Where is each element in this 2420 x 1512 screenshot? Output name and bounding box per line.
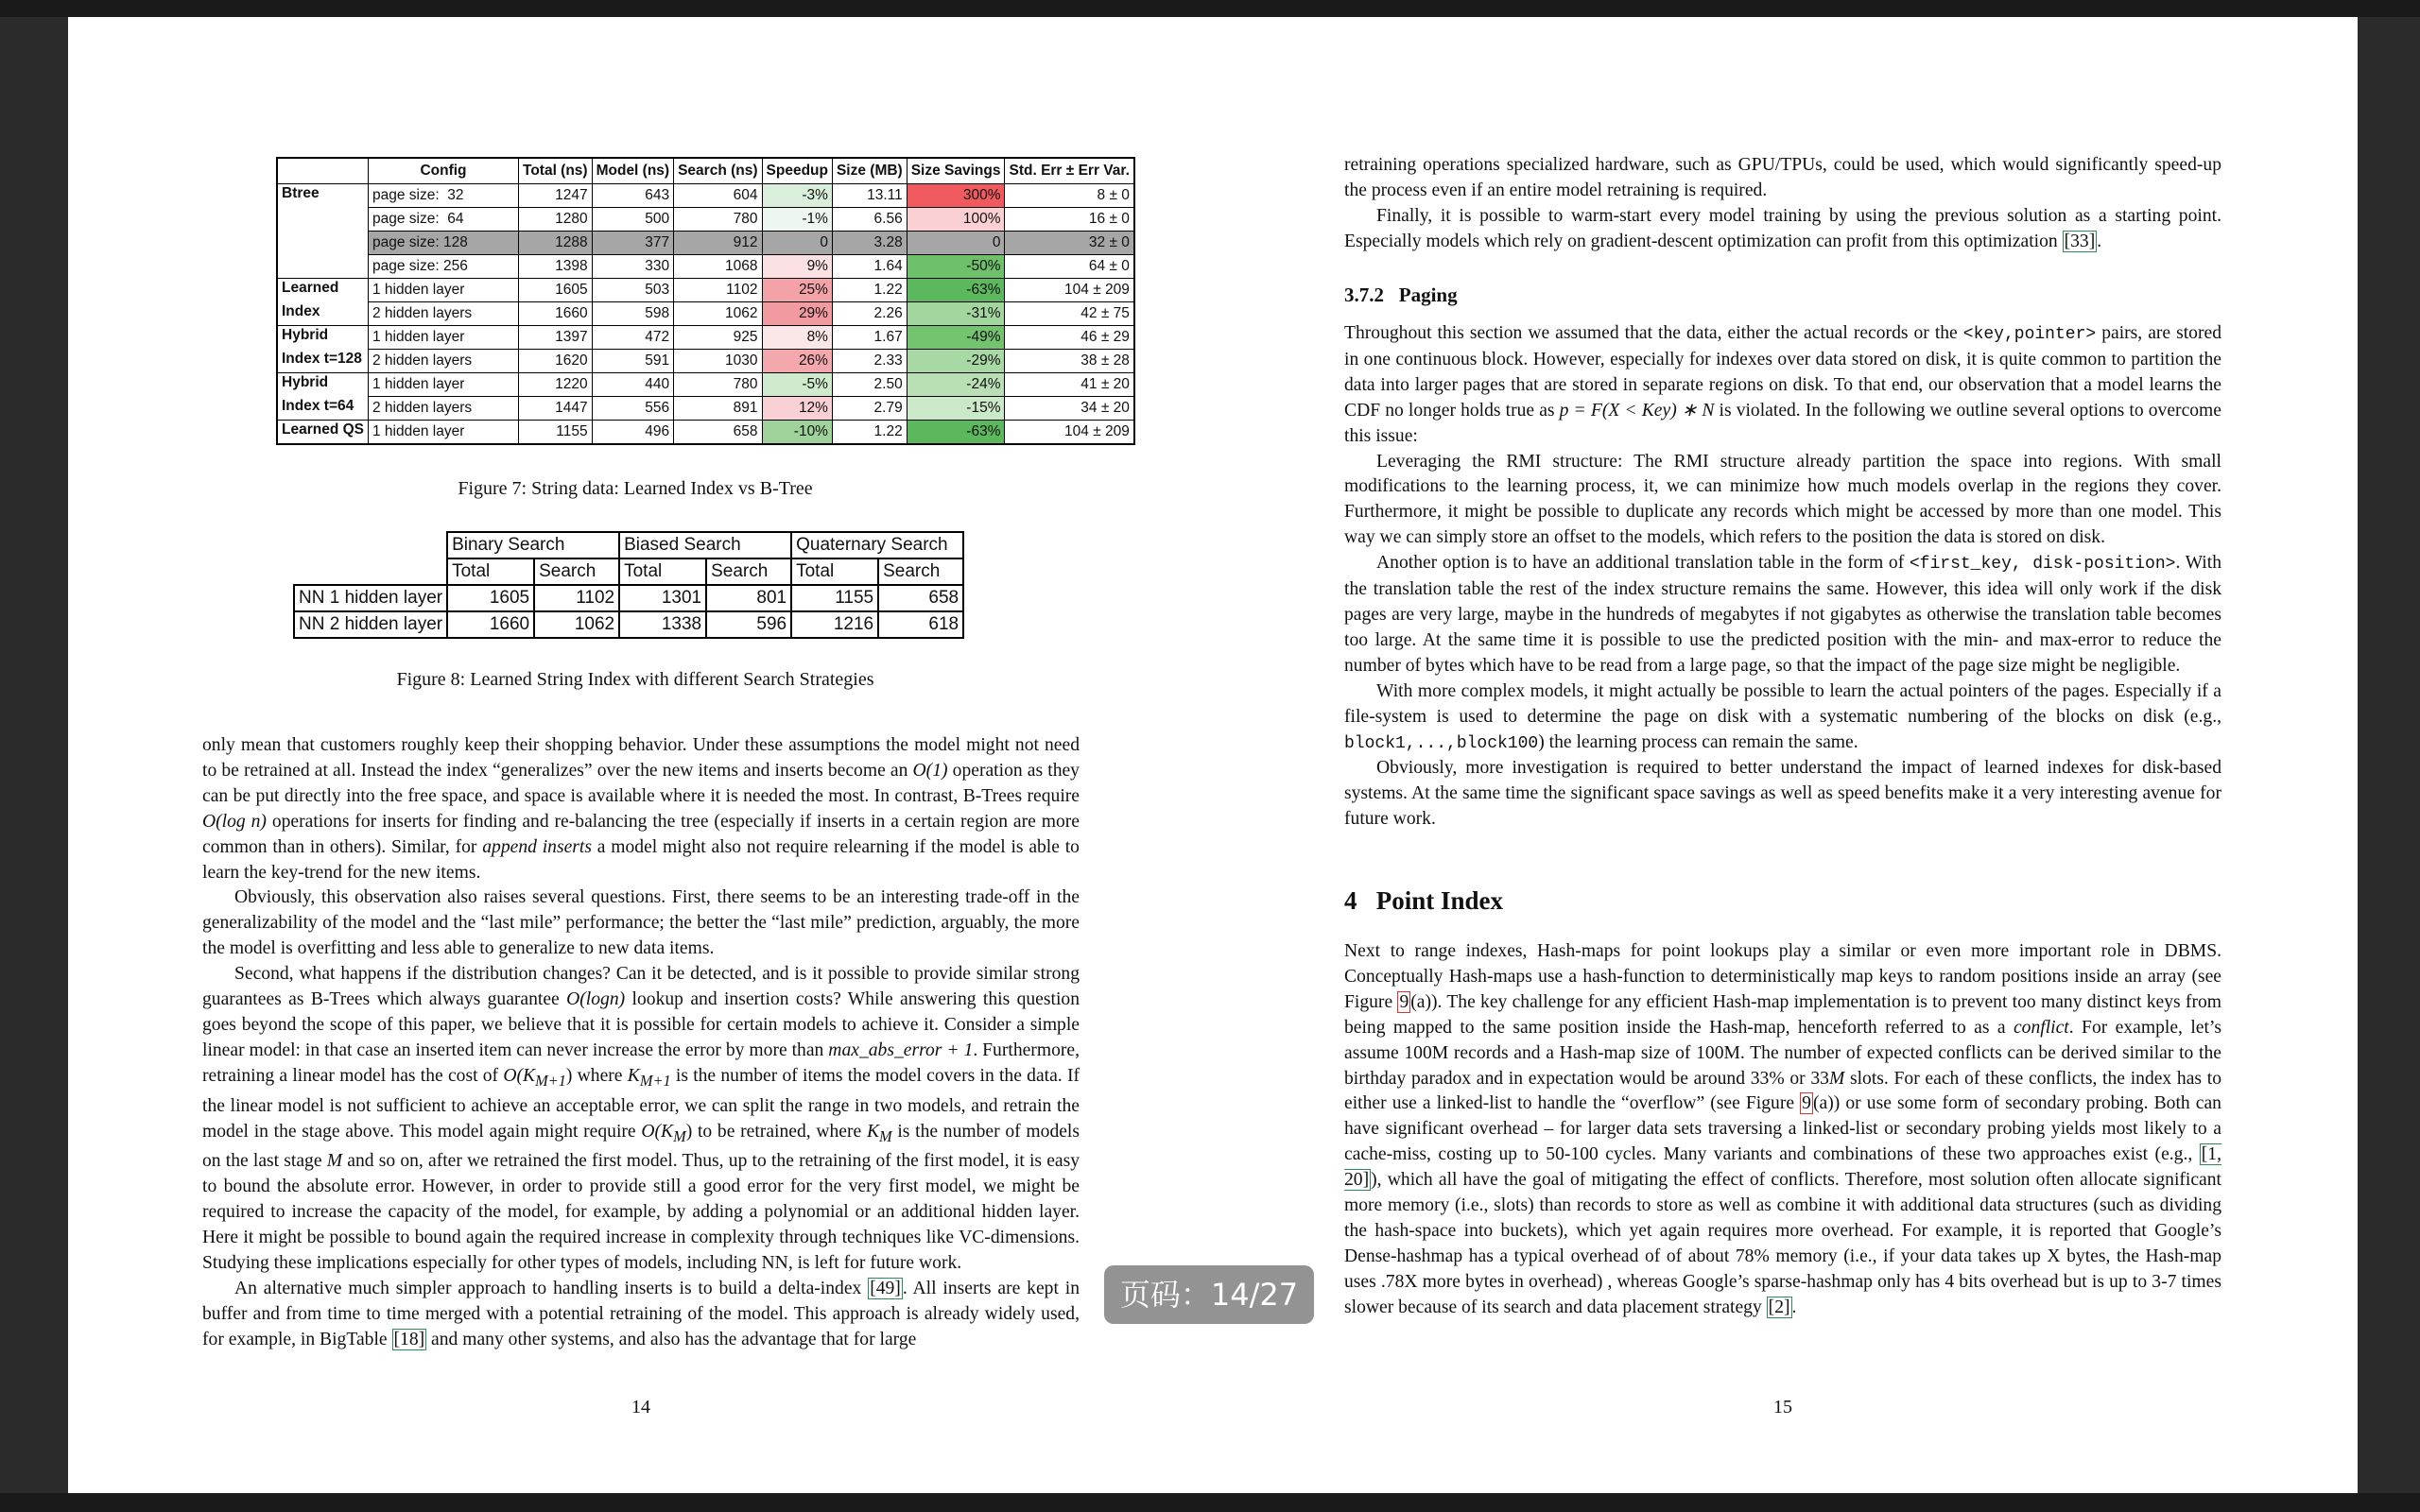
cell-search: 1062 (674, 302, 762, 326)
section-heading-3-7-2: 3.7.2 Paging (1344, 284, 1458, 306)
citation-link[interactable]: [49] (870, 1278, 901, 1298)
table-row (277, 421, 1134, 445)
page-number: 14 (631, 1397, 650, 1418)
cell-err: 104 ± 209 (1005, 421, 1134, 445)
table-cell: 801 (706, 585, 791, 611)
cell-size: 2.33 (832, 350, 907, 373)
cell-search: 1102 (674, 279, 762, 302)
table-row (277, 255, 1134, 279)
cell-model: 598 (592, 302, 674, 326)
cell-speedup: 26% (762, 350, 832, 373)
cell-size: 1.67 (832, 326, 907, 350)
table-cell: 1216 (791, 611, 878, 638)
cell-total: 1620 (519, 350, 593, 373)
cell-err: 42 ± 75 (1005, 302, 1134, 326)
cell-size: 3.28 (832, 232, 907, 255)
table-row (277, 373, 1134, 397)
document-page-15 (1212, 17, 2358, 1493)
paragraph: With more complex models, it might actually be possible to learn the actual pointers of the pages. Especially if a file-system is used to determine the page on disk with a systematic numbering of the blocks on disk (e.g., block1,...,block100) the learning process can remain the same. (1344, 680, 2221, 753)
cell-size: 6.56 (832, 208, 907, 232)
cell-savings: -15% (907, 397, 1005, 421)
cell-total: 1605 (519, 279, 593, 302)
config-cell: 1 hidden layer (369, 279, 519, 302)
row-group-label: Hybrid (277, 326, 369, 350)
cell-speedup: 0 (762, 232, 832, 255)
left-body-text (202, 733, 1080, 1353)
right-body-text-top (1344, 153, 2221, 255)
figure-link[interactable]: 9 (1399, 991, 1409, 1012)
cell-model: 330 (592, 255, 674, 279)
cell-err: 34 ± 20 (1005, 397, 1134, 421)
table-row (277, 302, 1134, 326)
table-cell: 1155 (791, 585, 878, 611)
table-row (277, 232, 1134, 255)
column-header: Total (ns) (519, 158, 593, 184)
cell-search: 780 (674, 208, 762, 232)
config-cell: 2 hidden layers (369, 350, 519, 373)
cell-search: 780 (674, 373, 762, 397)
cell-savings: -31% (907, 302, 1005, 326)
row-group-label: Index t=64 (277, 397, 369, 421)
cell-speedup: 9% (762, 255, 832, 279)
page-number: 15 (1773, 1397, 1792, 1418)
figure-link[interactable]: 9 (1802, 1093, 1811, 1114)
cell-err: 16 ± 0 (1005, 208, 1134, 232)
empty-cell (294, 532, 447, 558)
row-group-label (277, 232, 369, 255)
cell-total: 1280 (519, 208, 593, 232)
viewer-top-bar (0, 0, 2420, 17)
cell-search: 912 (674, 232, 762, 255)
config-cell: 1 hidden layer (369, 421, 519, 445)
paragraph: Next to range indexes, Hash-maps for point lookups play a similar or even more important role in DBMS. Conceptually Hash-maps use a hash-function to deterministically map keys to random positions inside an array (see Figure 9 (a)). The key challenge for any efficient Hash-map implementation is to prevent too many distinct keys from being mapped to the same position inside the Hash-map, henceforth referred to as a conflict. For example, let’s assume 100M records and a Hash-map size of 100M. The number of expected conflicts can be derived similar to the birthday paradox and in expectation would be around 33% or 33M slots. For each of these conflicts, the index has to either use a linked-list to handle the “overflow” (see Figure 9 (a)) or use some form of secondary probing. Both can have significant overhead – for larger data sets traversing a linked-list or secondary probing yields most likely to a cache-miss, costing up to 50-100 cycles. Many variants and combinations of these two approaches exist (e.g., [1, 20] ), which all have the goal of mitigating the effect of conflicts. Therefore, most solution often allocate significant more memory (i.e., slots) than records to store as well as combine it with additional data structures (such as dividing the hash-space into buckets), which yet again requires more overhead. For example, it is reported that Google’s Dense-hashmap has a typical overhead of of about 78% memory (i.e., if your data takes up X bytes, the Hash-map uses .78X more bytes in overhead) , whereas Google’s sparse-hashmap only has 4 bits overhead but is up to 3-7 times slower because of its search and data placement strategy [2] . (1344, 941, 2222, 1317)
column-header: Std. Err ± Err Var. (1005, 158, 1134, 184)
config-cell: 1 hidden layer (369, 373, 519, 397)
table-header-row (294, 532, 963, 558)
paragraph: Second, what happens if the distribution changes? Can it be detected, and is it possible to provide similar strong guarantees as B-Trees which always guarantee O(logn) lookup and insertion costs? While answering this question goes beyond the scope of this paper, we believe that it is possible for certain models to achieve it. Consider a simple linear model: in that case an inserted item can never increase the error by more than max_abs_error + 1. Furthermore, retraining a linear model has the cost of $O(K_{M+1})$ where $K_{M+1}$ is the number of items the model covers in the data. If the linear model is not sufficient to achieve an acceptable error, we can split the range in two models, and retrain the model in the stage above. This model again might require $O(K_M)$ to be retrained, where $K_M$ is the number of models on the last stage M and so on, after we retrained the first model. Thus, up to the retraining of the first model, it is easy to bound the absolute error. However, in order to provide still a good error for the very first model, we might be required to increase the capacity of the model, for example, by adding a polynomial or an additional hidden layer. Here it might be possible to bound again the required increase in complexity through techniques like VC-dimensions. Studying these implications especially for other types of models, including NN, is left for future work. (202, 964, 1080, 1273)
table-cell: 1062 (534, 611, 619, 638)
cell-search: 658 (674, 421, 762, 445)
column-header: Search (ns) (674, 158, 762, 184)
column-header: Speedup (762, 158, 832, 184)
column-header: Size (MB) (832, 158, 907, 184)
cell-savings: 0 (907, 232, 1005, 255)
cell-model: 472 (592, 326, 674, 350)
cell-speedup: -3% (762, 184, 832, 208)
cell-savings: 300% (907, 184, 1005, 208)
cell-size: 1.22 (832, 421, 907, 445)
config-cell: 2 hidden layers (369, 302, 519, 326)
cell-speedup: -1% (762, 208, 832, 232)
cell-size: 13.11 (832, 184, 907, 208)
row-group-label: Index (277, 302, 369, 326)
cell-savings: -49% (907, 326, 1005, 350)
cell-total: 1397 (519, 326, 593, 350)
cell-model: 591 (592, 350, 674, 373)
paragraph: Obviously, this observation also raises several questions. First, there seems to be an interesting trade-off in the generalizability of the model and the “last mile” performance; the better the “last mile” prediction, arguably, the more the model is overfitting and less able to generalize to new data items. (202, 887, 1080, 959)
config-cell: page size: 32 (369, 184, 519, 208)
paragraph: only mean that customers roughly keep their shopping behavior. Under these assumptions the model might not need to be retrained at all. Instead the index “generalizes” over the new items and inserts become an O(1) operation as they can be put directly into the free space, and space is available where it is needed the most. In contrast, B-Trees require O(log n) operations for inserts for finding and re-balancing the tree (especially if inserts in a certain region are more common than in others). Similar, for append inserts a model might also not require relearning if the model is able to learn the key-trend for the new items. (202, 735, 1080, 883)
row-label: NN 2 hidden layer (294, 611, 447, 638)
cell-size: 1.64 (832, 255, 907, 279)
row-group-label: Btree (277, 184, 369, 208)
table-subheader-row (294, 558, 963, 585)
cell-savings: -29% (907, 350, 1005, 373)
paragraph: Throughout this section we assumed that the data, either the actual records or the <key,pointer> pairs, are stored in one continuous block. However, especially for indexes over data stored on disk, it is quite common to partition the data into larger pages that are stored in separate regions on disk. To that end, our observation that a model learns the CDF no longer holds true as p = F(X < Key) ∗ N is violated. In the following we outline several options to overcome this issue: (1344, 323, 2221, 446)
column-header: Size Savings (907, 158, 1005, 184)
right-body-text-paging (1344, 321, 2221, 833)
row-label: NN 1 hidden layer (294, 585, 447, 611)
table-cell: 1301 (619, 585, 706, 611)
table-cell: 1605 (447, 585, 534, 611)
cell-model: 500 (592, 208, 674, 232)
cell-speedup: -10% (762, 421, 832, 445)
column-header: Total (447, 558, 534, 585)
table-cell: 658 (878, 585, 963, 611)
cell-model: 556 (592, 397, 674, 421)
group-header: Binary Search (447, 532, 619, 558)
right-body-text-point-index (1344, 939, 2221, 1321)
group-header: Biased Search (619, 532, 791, 558)
column-header: Search (534, 558, 619, 585)
cell-err: 38 ± 28 (1005, 350, 1134, 373)
table-cell: 1660 (447, 611, 534, 638)
cell-total: 1155 (519, 421, 593, 445)
cell-model: 643 (592, 184, 674, 208)
row-group-label: Learned (277, 279, 369, 302)
cell-search: 1030 (674, 350, 762, 373)
config-cell: 1 hidden layer (369, 326, 519, 350)
table-row (277, 208, 1134, 232)
table-cell: 596 (706, 611, 791, 638)
paragraph: retraining operations specialized hardware, such as GPU/TPUs, could be used, which would significantly speed-up the process even if an entire model retraining is required. (1344, 155, 2221, 200)
column-header: Search (878, 558, 963, 585)
table-cell: 618 (878, 611, 963, 638)
table-row (294, 611, 963, 638)
cell-search: 891 (674, 397, 762, 421)
section-heading-4: 4 Point Index (1344, 886, 1504, 915)
cell-model: 503 (592, 279, 674, 302)
paragraph: Leveraging the RMI structure: The RMI structure already partition the space into regions. With small modifications to the learning process, it, we can minimize how much models overlap in the regions they cover. Furthermore, it might be possible to duplicate any records which might be accessed by more than one model. This way we can simply store an offset to the models, which refers to the position the data is stored on disk. (1344, 451, 2221, 548)
config-cell: page size: 64 (369, 208, 519, 232)
row-group-label (277, 255, 369, 279)
figure-7-table (276, 157, 1135, 445)
figure-7-caption: Figure 7: String data: Learned Index vs B-Tree (458, 478, 813, 499)
cell-search: 925 (674, 326, 762, 350)
cell-size: 2.26 (832, 302, 907, 326)
document-page-14 (68, 17, 1212, 1493)
cell-total: 1288 (519, 232, 593, 255)
figure-8-caption: Figure 8: Learned String Index with different Search Strategies (396, 669, 874, 690)
cell-total: 1447 (519, 397, 593, 421)
row-group-label: Learned QS (277, 421, 369, 445)
table-row (294, 585, 963, 611)
row-group-label: Index t=128 (277, 350, 369, 373)
cell-err: 46 ± 29 (1005, 326, 1134, 350)
cell-size: 1.22 (832, 279, 907, 302)
cell-savings: 100% (907, 208, 1005, 232)
cell-total: 1220 (519, 373, 593, 397)
column-header: Config (369, 158, 519, 184)
citation-link[interactable]: [18] (393, 1329, 425, 1349)
cell-speedup: -5% (762, 373, 832, 397)
cell-speedup: 25% (762, 279, 832, 302)
cell-model: 377 (592, 232, 674, 255)
cell-savings: -24% (907, 373, 1005, 397)
cell-err: 41 ± 20 (1005, 373, 1134, 397)
cell-err: 8 ± 0 (1005, 184, 1134, 208)
table-row (277, 397, 1134, 421)
paragraph: An alternative much simpler approach to handling inserts is to build a delta-index [49] . All inserts are kept in buffer and from time to time merged with a potential retraining of the model. This approach is already widely used, for example, in BigTable [18] and many other systems, and also has the advantage that for large (202, 1278, 1080, 1349)
column-header (277, 158, 369, 184)
table-row (277, 279, 1134, 302)
table-row (277, 326, 1134, 350)
cell-total: 1247 (519, 184, 593, 208)
cell-model: 496 (592, 421, 674, 445)
viewer-bottom-bar (0, 1493, 2420, 1512)
paragraph: Obviously, more investigation is required to better understand the impact of learned indexes for disk-based systems. At the same time the significant space savings as well as speed benefits make it a very interesting avenue for future work. (1344, 758, 2221, 830)
figure-8-table (293, 531, 964, 639)
cell-err: 64 ± 0 (1005, 255, 1134, 279)
config-cell: 2 hidden layers (369, 397, 519, 421)
cell-savings: -50% (907, 255, 1005, 279)
cell-size: 2.50 (832, 373, 907, 397)
cell-savings: -63% (907, 279, 1005, 302)
table-cell: 1102 (534, 585, 619, 611)
cell-err: 32 ± 0 (1005, 232, 1134, 255)
group-header: Quaternary Search (791, 532, 963, 558)
citation-link[interactable]: [33] (2064, 231, 2096, 251)
cell-speedup: 12% (762, 397, 832, 421)
cell-speedup: 29% (762, 302, 832, 326)
table-header-row (277, 158, 1134, 184)
row-group-label: Hybrid (277, 373, 369, 397)
page-indicator-badge: 页码：14/27 (1104, 1265, 1314, 1324)
citation-link[interactable]: [2] (1768, 1297, 1790, 1317)
paragraph: Another option is to have an additional translation table in the form of <first_key, disk-position>. With the translation table the rest of the index structure remains the same. However, this idea will only work if the disk pages are very large, maybe in the hundreds of megabytes if not gigabytes as otherwise the translation table becomes too large. At the same time it is possible to use the predicted position with the min- and max-error to reduce the number of bytes which have to be read from a large page, so that the impact of the page size might be negligible. (1344, 553, 2221, 676)
column-header: Total (619, 558, 706, 585)
table-cell: 1338 (619, 611, 706, 638)
cell-savings: -63% (907, 421, 1005, 445)
config-cell: page size: 128 (369, 232, 519, 255)
cell-model: 440 (592, 373, 674, 397)
paragraph: Finally, it is possible to warm-start every model training by using the previous solution as a starting point. Especially models which rely on gradient-descent optimization can profit from this optimization [33] . (1344, 205, 2221, 251)
column-header: Model (ns) (592, 158, 674, 184)
cell-total: 1660 (519, 302, 593, 326)
empty-cell (294, 558, 447, 585)
cell-search: 1068 (674, 255, 762, 279)
table-row (277, 184, 1134, 208)
cell-speedup: 8% (762, 326, 832, 350)
table-row (277, 350, 1134, 373)
cell-total: 1398 (519, 255, 593, 279)
column-header: Total (791, 558, 878, 585)
cell-err: 104 ± 209 (1005, 279, 1134, 302)
config-cell: page size: 256 (369, 255, 519, 279)
citation-link[interactable]: [1, 20] (1344, 1144, 2221, 1191)
column-header: Search (706, 558, 791, 585)
row-group-label (277, 208, 369, 232)
cell-search: 604 (674, 184, 762, 208)
cell-size: 2.79 (832, 397, 907, 421)
